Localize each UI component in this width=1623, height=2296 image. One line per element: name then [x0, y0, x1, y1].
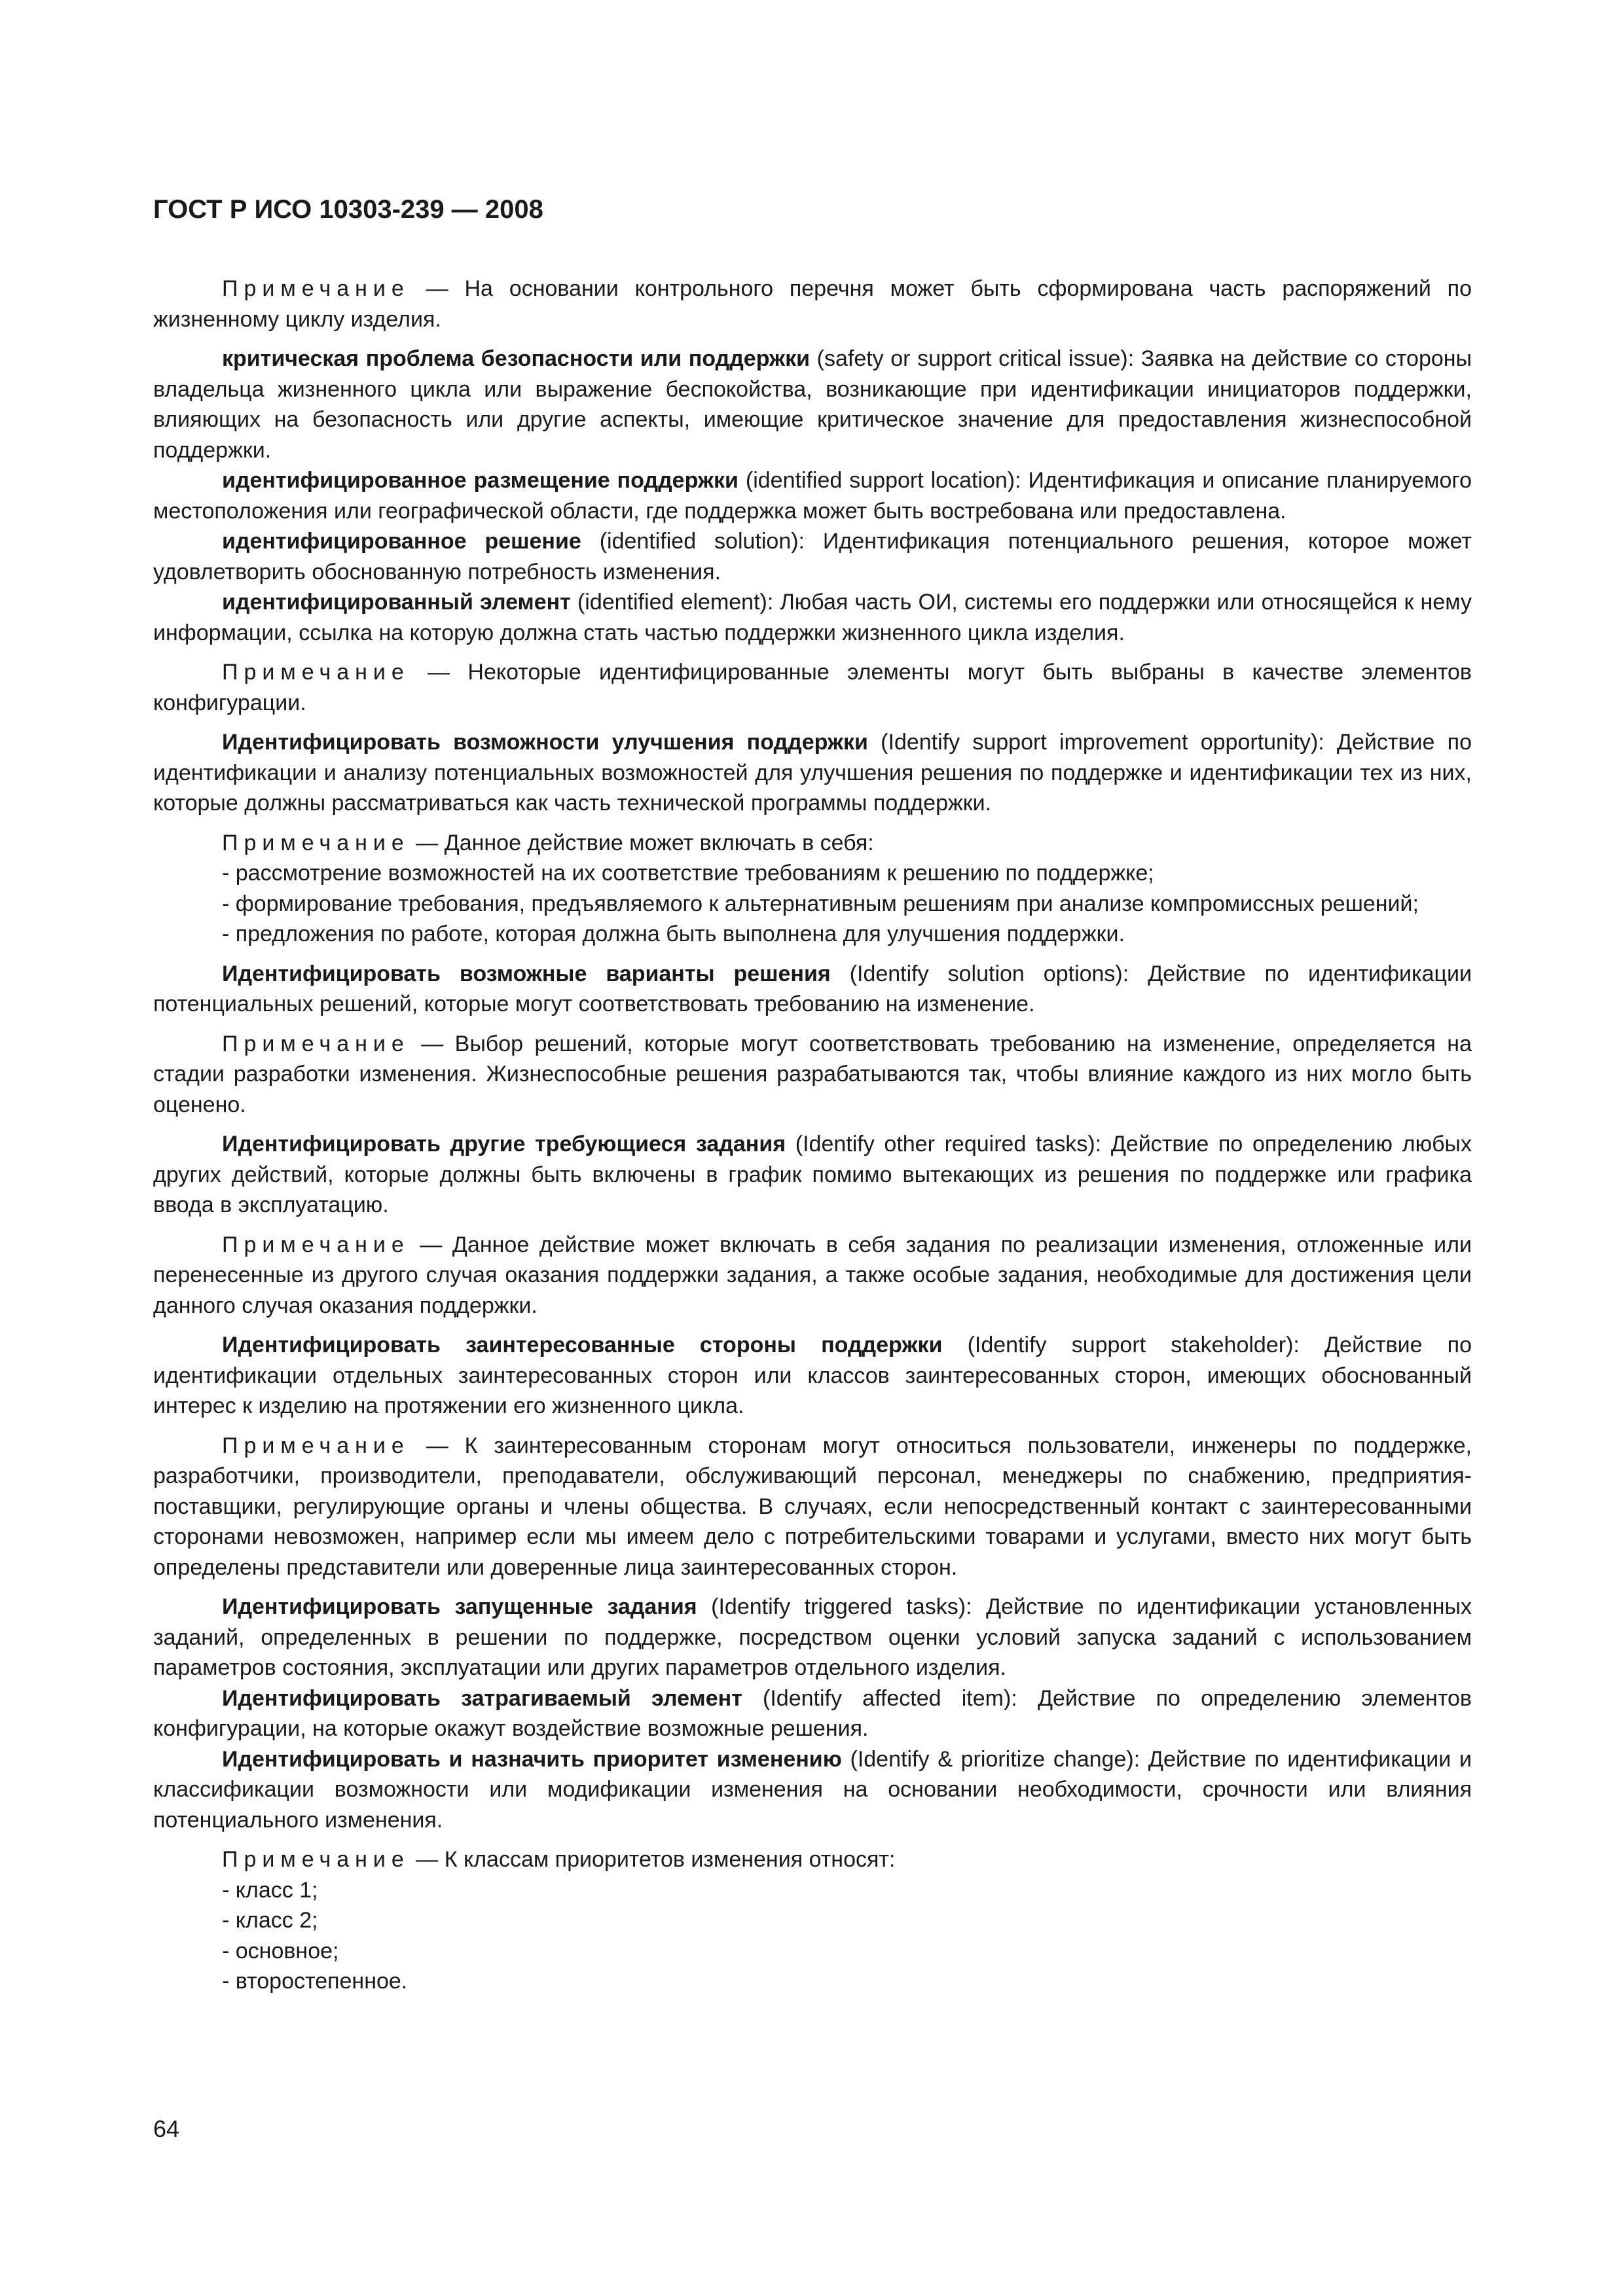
- term-definition: [153, 526, 1472, 587]
- term-title: идентифицированное размещение поддержки: [222, 468, 739, 493]
- note-paragraph: [153, 1029, 1472, 1121]
- note-paragraph: [153, 1230, 1472, 1321]
- list-item: - основное;: [222, 1938, 339, 1964]
- note-label: Примечание: [222, 276, 410, 301]
- note-paragraph: [153, 1431, 1472, 1583]
- document-body: [153, 274, 1472, 1997]
- term-title: идентифицированный элемент: [222, 590, 571, 615]
- note-label: Примечание: [222, 660, 410, 685]
- note-label: Примечание: [222, 1232, 410, 1257]
- term-definition: [153, 1129, 1472, 1221]
- term-definition: [153, 1744, 1472, 1836]
- term-text: (Identify other required tasks): Действие по определению любых других действий, которые должны быть включены в график помимо вытекающих из решения по поддержке или графика ввода в эксплуатацию.: [153, 1132, 1472, 1217]
- term-title: Идентифицировать возможные варианты решения: [222, 961, 831, 986]
- note-label: Примечание: [222, 1031, 410, 1056]
- term-title: Идентифицировать запущенные задания: [222, 1594, 697, 1619]
- list-item: - класс 1;: [222, 1877, 318, 1903]
- term-title: Идентифицировать и назначить приоритет изменению: [222, 1746, 842, 1772]
- term-text: (Identify support stakeholder): Действие по идентификации отдельных заинтересованных сторон или классов заинтересованных сторон, имеющих обоснованный интерес к изделию на протяжении его жизненного цикла.: [153, 1333, 1472, 1418]
- note-text: — На основании контрольного перечня может быть сформирована часть распоряжений по жизненному циклу изделия.: [153, 276, 1472, 332]
- list-item: - второстепенное.: [222, 1969, 408, 1994]
- list-item: - предложения по работе, которая должна быть выполнена для улучшения поддержки.: [222, 922, 1125, 946]
- list-item: - рассмотрение возможностей на их соответствие требованиям к решению по поддержке;: [222, 861, 1154, 886]
- term-definition: [153, 1330, 1472, 1422]
- note-text: — Выбор решений, которые могут соответствовать требованию на изменение, определяется на стадии разработки изменения. Жизнеспособные решения разрабатываются так, чтобы влияние каждого из них могло быть оценено.: [153, 1031, 1472, 1117]
- term-definition: [153, 344, 1472, 465]
- term-title: идентифицированное решение: [222, 529, 581, 554]
- term-text: (identified solution): Идентификация потенциального решения, которое может удовлетворить обоснованную потребность изменения.: [153, 529, 1472, 584]
- document-header: ГОСТ Р ИСО 10303-239 — 2008: [153, 195, 543, 224]
- term-definition: [153, 1592, 1472, 1683]
- term-text: (Identify support improvement opportunity): Действие по идентификации и анализу потенциальных возможностей для улучшения решения по поддержке и идентификации тех из них, которые должны рассматриваться как часть технической программы поддержки.: [153, 730, 1472, 816]
- term-text: (Identify triggered tasks): Действие по идентификации установленных заданий, определенных в решении по поддержке, посредством оценки условий запуска заданий с использованием параметров состояния, эксплуатации или других параметров отдельного изделия.: [153, 1594, 1472, 1680]
- page-number: 64: [153, 2115, 180, 2142]
- term-text: (identified support location): Идентификация и описание планируемого местоположения или географической области, где поддержка может быть востребована или предоставлена.: [153, 468, 1472, 524]
- note-text: — Данное действие может включать в себя задания по реализации изменения, отложенные или перенесенные из другого случая оказания поддержки задания, а также особые задания, необходимые для достижения цели данного случая оказания поддержки.: [153, 1232, 1472, 1318]
- term-title: Идентифицировать возможности улучшения поддержки: [222, 730, 868, 755]
- note-paragraph: [153, 657, 1472, 718]
- list-item: - класс 2;: [222, 1908, 318, 1933]
- note-label: Примечание: [222, 1433, 410, 1458]
- note-paragraph: [153, 274, 1472, 334]
- term-definition: [153, 959, 1472, 1020]
- term-text: (safety or support critical issue): Заявка на действие со стороны владельца жизненного цикла или выражение беспокойства, возникающие при идентификации инициаторов поддержки, влияющих на безопасность или другие аспекты, имеющие критическое значение для предоставления жизнеспособной поддержки.: [153, 346, 1472, 463]
- term-title: Идентифицировать другие требующиеся задания: [222, 1132, 786, 1157]
- term-title: Идентифицировать затрагиваемый элемент: [222, 1685, 742, 1711]
- term-text: (identified element): Любая часть ОИ, системы его поддержки или относящейся к нему информации, ссылка на которую должна стать частью поддержки жизненного цикла изделия.: [153, 590, 1472, 645]
- note-paragraph: [153, 1844, 1472, 1875]
- note-text: — К классам приоритетов изменения относят:: [416, 1847, 896, 1872]
- note-label: Примечание: [222, 1847, 410, 1872]
- note-label: Примечание: [222, 830, 410, 855]
- note-text: — Данное действие может включать в себя:: [416, 830, 874, 855]
- term-definition: [153, 1683, 1472, 1744]
- term-text: (Identify & prioritize change): Действие по идентификации и классификации возможности или модификации изменения на основании необходимости, срочности или влияния потенциального изменения.: [153, 1746, 1472, 1833]
- note-text: — К заинтересованным сторонам могут относиться пользователи, инженеры по поддержке, разработчики, производители, преподаватели, обслуживающий персонал, менеджеры по снабжению, предприятия-поставщики, регулирующие органы и члены общества. В случаях, если непосредственный контакт с заинтересованными сторонами невозможен, например если мы имеем дело с потребительскими товарами и услугами, вместо них могут быть определены представители или доверенные лица заинтересованных сторон.: [153, 1433, 1472, 1580]
- list-item: - формирование требования, предъявляемого к альтернативным решениям при анализе компромиссных решений;: [222, 891, 1419, 916]
- term-title: Идентифицировать заинтересованные стороны поддержки: [222, 1333, 943, 1357]
- term-definition: [153, 465, 1472, 526]
- term-text: (Identify solution options): Действие по идентификации потенциальных решений, которые могут соответствовать требованию на изменение.: [153, 961, 1472, 1016]
- note-paragraph: [153, 828, 1472, 859]
- term-text: (Identify affected item): Действие по определению элементов конфигурации, на которые окажут воздействие возможные решения.: [153, 1685, 1472, 1741]
- term-definition: [153, 727, 1472, 819]
- note-text: — Некоторые идентифицированные элементы могут быть выбраны в качестве элементов конфигурации.: [153, 660, 1472, 715]
- term-title: критическая проблема безопасности или поддержки: [222, 346, 811, 371]
- term-definition: [153, 587, 1472, 648]
